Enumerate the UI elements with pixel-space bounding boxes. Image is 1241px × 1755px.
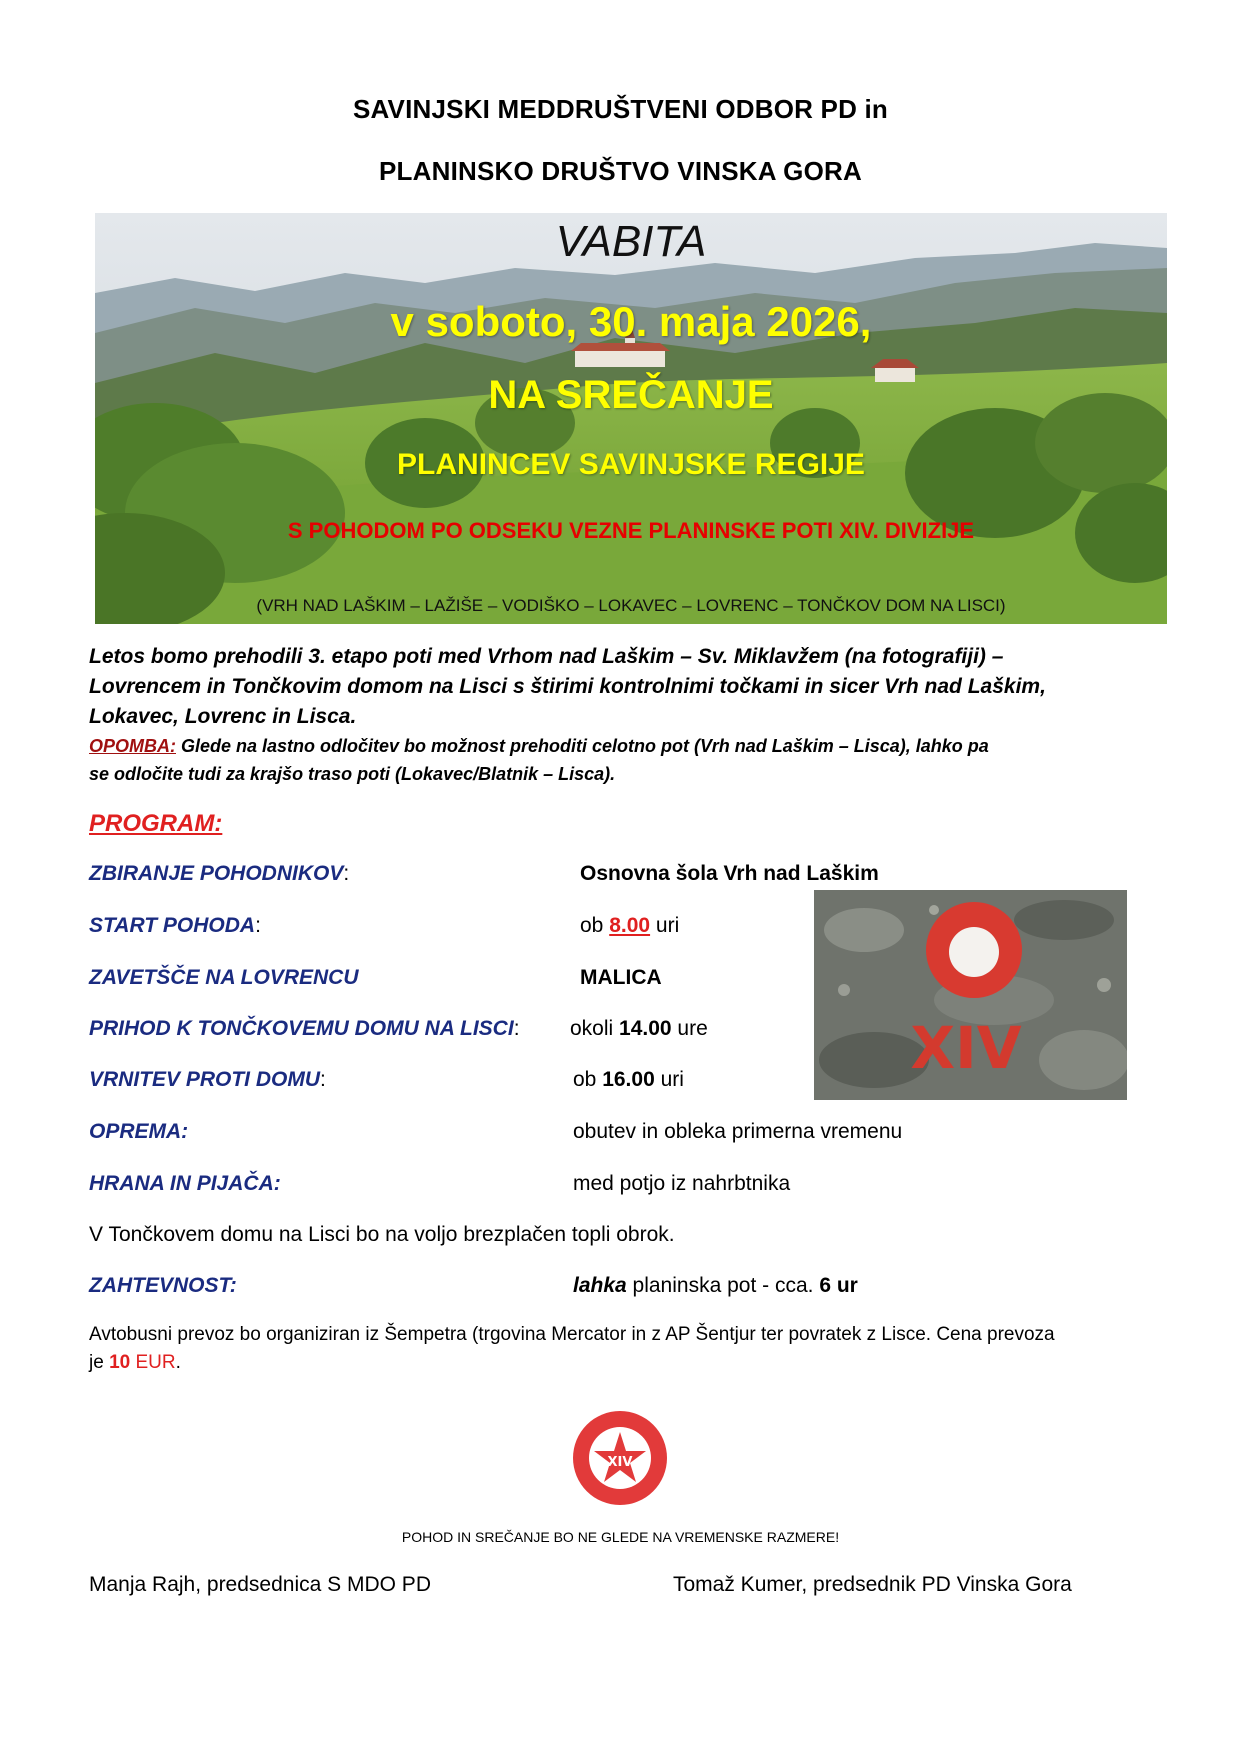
difficulty-level: lahka	[573, 1274, 627, 1297]
organizer-line-2: PLANINSKO DRUŠTVO VINSKA GORA	[379, 156, 862, 186]
transport-prefix: je	[89, 1352, 110, 1373]
arrival-time: 14.00	[619, 1017, 672, 1040]
transport-line-2	[89, 1352, 181, 1374]
arrival-label	[89, 1017, 520, 1041]
program-title: PROGRAM:	[89, 810, 223, 837]
event-date: v soboto, 30. maja 2026,	[390, 298, 872, 345]
meeting-heading: NA SREČANJE	[488, 373, 774, 417]
transport-line-1: Avtobusni prevoz bo organiziran iz Šempetra (trgovina Mercator in z AP Šentjur ter povratek z Lisce. Cena prevoza	[89, 1324, 1055, 1345]
return-value	[573, 1068, 684, 1092]
return-colon: :	[320, 1068, 326, 1091]
food-label: HRANA IN PIJAČA:	[89, 1172, 281, 1195]
arrival-colon: :	[513, 1017, 520, 1040]
signature-right: Tomaž Kumer, predsednik PD Vinska Gora	[673, 1573, 1072, 1596]
gathering-value: Osnovna šola Vrh nad Laškim	[580, 862, 879, 885]
intro-line-3: Lokavec, Lovrenc in Lisca.	[89, 705, 357, 728]
arrival-suffix: ure	[671, 1017, 708, 1040]
return-time: 16.00	[602, 1068, 655, 1091]
region-heading: PLANINCEV SAVINJSKE REGIJE	[397, 448, 865, 481]
hero-landscape	[95, 213, 1167, 624]
trail-marker-image	[814, 890, 1127, 1100]
logo-xiv-label: XIV	[607, 1455, 633, 1470]
start-time: 8.00	[609, 914, 651, 937]
arrival-prefix: okoli	[570, 1017, 620, 1040]
gathering-label-text: ZBIRANJE POHODNIKOV	[89, 862, 344, 885]
route-stops: (VRH NAD LAŠKIM – LAŽIŠE – VODIŠKO – LOKAVEC – LOVRENC – TONČKOV DOM NA LISCI)	[256, 596, 1006, 615]
invite-heading: VABITA	[555, 217, 707, 266]
start-label	[89, 914, 261, 938]
intro-line-2: Lovrencem in Tončkovim domom na Lisci s štirimi kontrolnimi točkami in sicer Vrh nad Laškim,	[89, 675, 1046, 698]
shelter-label: ZAVETŠČE NA LOVRENCU	[89, 966, 359, 989]
gathering-colon: :	[343, 862, 350, 885]
transport-currency: EUR	[130, 1352, 176, 1373]
equipment-label: OPREMA:	[89, 1120, 189, 1143]
return-label	[89, 1068, 326, 1092]
transport-suffix: .	[175, 1352, 181, 1373]
trail-marker-photo	[814, 890, 1127, 1100]
landscape-illustration	[95, 213, 1167, 624]
transport-price: 10	[109, 1352, 131, 1373]
start-label-text: START POHODA	[89, 914, 256, 937]
meal-note: V Tončkovem domu na Lisci bo na voljo brezplačen topli obrok.	[89, 1223, 675, 1246]
return-label-text: VRNITEV PROTI DOMU	[89, 1068, 321, 1091]
star-logo-icon	[572, 1410, 668, 1506]
start-prefix: ob	[580, 914, 610, 937]
note-text-1: Glede na lastno odločitev bo možnost prehoditi celotno pot (Vrh nad Laškim – Lisca), lahko pa	[176, 736, 989, 756]
difficulty-label: ZAHTEVNOST:	[89, 1274, 237, 1297]
signature-left: Manja Rajh, predsednica S MDO PD	[89, 1573, 431, 1596]
note-paragraph	[89, 732, 1149, 760]
arrival-label-text: PRIHOD K TONČKOVEMU DOMU NA LISCI	[89, 1017, 514, 1040]
arrival-value	[570, 1017, 708, 1041]
note-label: OPOMBA:	[89, 736, 176, 756]
return-prefix: ob	[573, 1068, 603, 1091]
marker-xiv-label: XIV	[910, 1014, 1022, 1082]
hike-subtitle: S POHODOM PO ODSEKU VEZNE PLANINSKE POTI XIV. DIVIZIJE	[287, 518, 975, 543]
gathering-label	[89, 862, 349, 886]
difficulty-value	[573, 1274, 858, 1298]
weather-notice: POHOD IN SREČANJE BO NE GLEDE NA VREMENSKE RAZMERE!	[401, 1529, 840, 1545]
intro-line-1: Letos bomo prehodili 3. etapo poti med Vrhom nad Laškim – Sv. Miklavžem (na fotografiji) –	[89, 645, 1004, 668]
equipment-value: obutev in obleka primerna vremenu	[573, 1120, 903, 1143]
start-value	[580, 914, 679, 938]
food-value: med potjo iz nahrbtnika	[573, 1172, 791, 1195]
note-text-2: se odločite tudi za krajšo traso poti (Lokavec/Blatnik – Lisca).	[89, 764, 616, 784]
difficulty-mid: planinska pot - cca.	[626, 1274, 820, 1297]
start-suffix: uri	[650, 914, 680, 937]
shelter-value: MALICA	[580, 966, 662, 989]
division-logo	[572, 1410, 668, 1506]
start-colon: :	[255, 914, 261, 937]
organizer-line-1: SAVINJSKI MEDDRUŠTVENI ODBOR PD in	[352, 94, 889, 124]
difficulty-hours: 6 ur	[819, 1274, 858, 1297]
return-suffix: uri	[654, 1068, 684, 1091]
